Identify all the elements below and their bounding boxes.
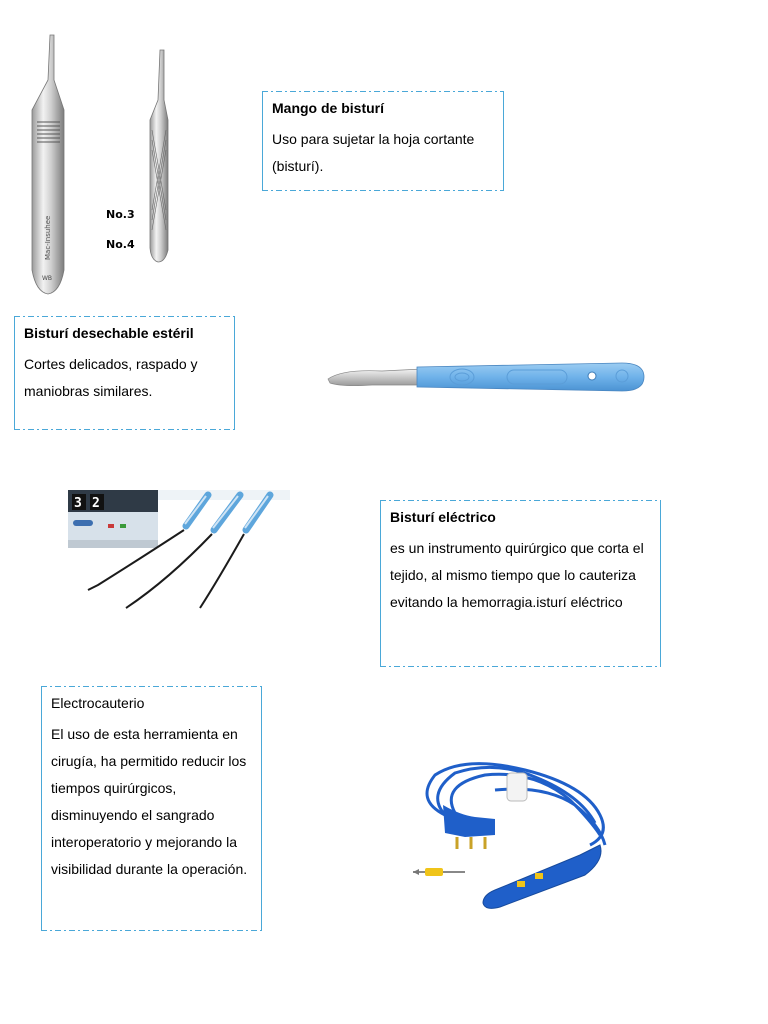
handle-mark: WB (42, 275, 53, 282)
electrocautery-title: Electrocauterio (51, 695, 145, 711)
handle-title: Mango de bisturí (272, 100, 384, 116)
electrocautery-body: El uso de esta herramienta en cirugía, ha permitido reducir los tiempos quirúrgicos, disminuyendo el sangrado interoperatorio y mejorando la visibilidad durante la operación. (51, 726, 248, 877)
handle-label-no4: No.4 (106, 238, 135, 251)
disposable-body: Cortes delicados, raspado y maniobras similares. (24, 356, 198, 399)
unit-display-right: 2 (92, 496, 100, 511)
disposable-title: Bisturí desechable estéril (24, 325, 194, 341)
electric-scalpel-box (380, 500, 661, 667)
electric-title: Bisturí eléctrico (390, 509, 496, 525)
electrosurgical-unit-image (68, 490, 290, 615)
electrocautery-box (41, 686, 262, 931)
handle-body: Uso para sujetar la hoja cortante (bisturí). (272, 131, 475, 174)
disposable-scalpel-image (322, 355, 650, 400)
unit-display-left: 3 (74, 496, 82, 511)
handle-description-box (262, 91, 504, 191)
disposable-scalpel-box (14, 316, 235, 430)
electric-body: es un instrumento quirúrgico que corta el tejido, al mismo tiempo que lo cauteriza evitando la hemorragia.isturí eléctrico (390, 540, 644, 610)
scalpel-handles-image (20, 30, 180, 295)
handle-engraving: Mac-Insuhee (44, 215, 52, 260)
electrocautery-pencil-image (385, 745, 645, 925)
handle-label-no3: No.3 (106, 208, 135, 221)
